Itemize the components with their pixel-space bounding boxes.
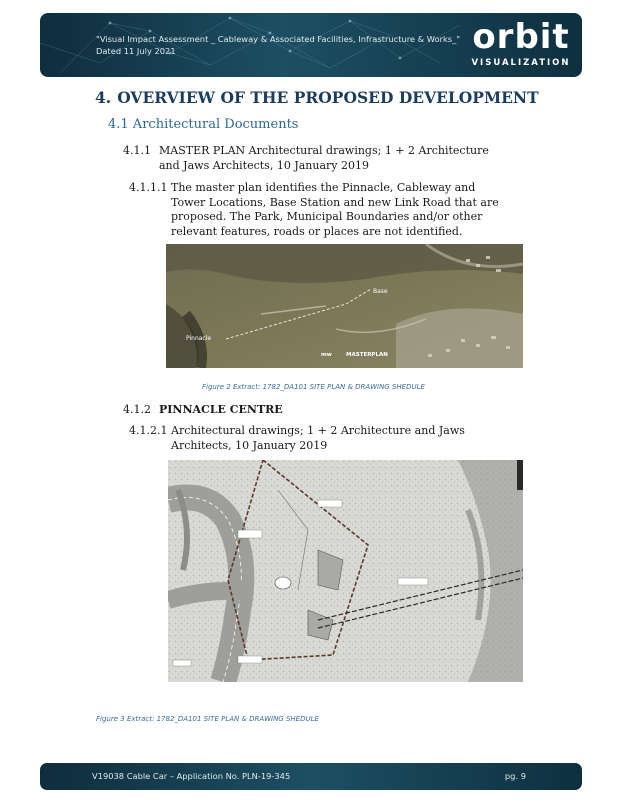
subsection-heading: 4.1 Architectural Documents [108,117,299,132]
masterplan-aerial-image [166,244,523,368]
item-4-1-2-1 [129,424,505,454]
label-pinnacle: Pinnacle [186,335,212,342]
item-number: 4.1.2 [123,403,151,416]
site-plan-drawing [168,460,523,682]
pinnacle-site-plan-image [168,460,523,682]
header-banner [40,13,582,77]
section-number: 4. [95,88,112,107]
header-date: Dated 11 July 2021 [96,46,176,56]
item-text: MASTER PLAN Architectural drawings; 1 + 2 Architecture and Jaws Architects, 10 January 2019 [159,144,489,172]
orbit-logo [465,19,577,73]
figure-3-caption: Figure 3 Extract: 1782_DA101 SITE PLAN & DRAWING SHEDULE [96,715,319,723]
logo-word: orbit [472,17,570,57]
item-4-1-1 [123,144,503,174]
item-4-1-2 [123,403,423,419]
header-title-line1: "Visual Impact Assessment _ Cableway & Associated Facilities, Infrastructure & Works_" [96,34,461,44]
item-text: The master plan identifies the Pinnacle, Cableway and Tower Locations, Base Station and new Link Road that are proposed. The Park, Municipal Boundaries and/or other relevant features, roads or places are not identified. [171,181,499,238]
label-brand: mw [321,352,332,358]
section-heading [95,88,539,107]
label-masterplan: MASTERPLAN [346,352,388,358]
item-text: Architectural drawings; 1 + 2 Architecture and Jaws Architects, 10 January 2019 [171,424,465,452]
item-4-1-1-1 [129,181,505,241]
section-title: OVERVIEW OF THE PROPOSED DEVELOPMENT [117,88,539,107]
figure-2-caption: Figure 2 Extract: 1782_DA101 SITE PLAN & DRAWING SHEDULE [202,383,425,391]
masterplan-map [166,244,523,368]
item-number: 4.1.1.1 [129,181,168,194]
page-number: pg. 9 [504,771,526,781]
label-base: Base [373,288,388,295]
item-number: 4.1.1 [123,144,151,157]
item-number: 4.1.2.1 [129,424,168,437]
item-text: PINNACLE CENTRE [159,403,283,416]
header-title [96,33,460,57]
footer-reference: V19038 Cable Car – Application No. PLN-19-345 [92,771,291,781]
footer-banner [40,763,582,790]
logo-sub: VISUALIZATION [471,58,571,68]
